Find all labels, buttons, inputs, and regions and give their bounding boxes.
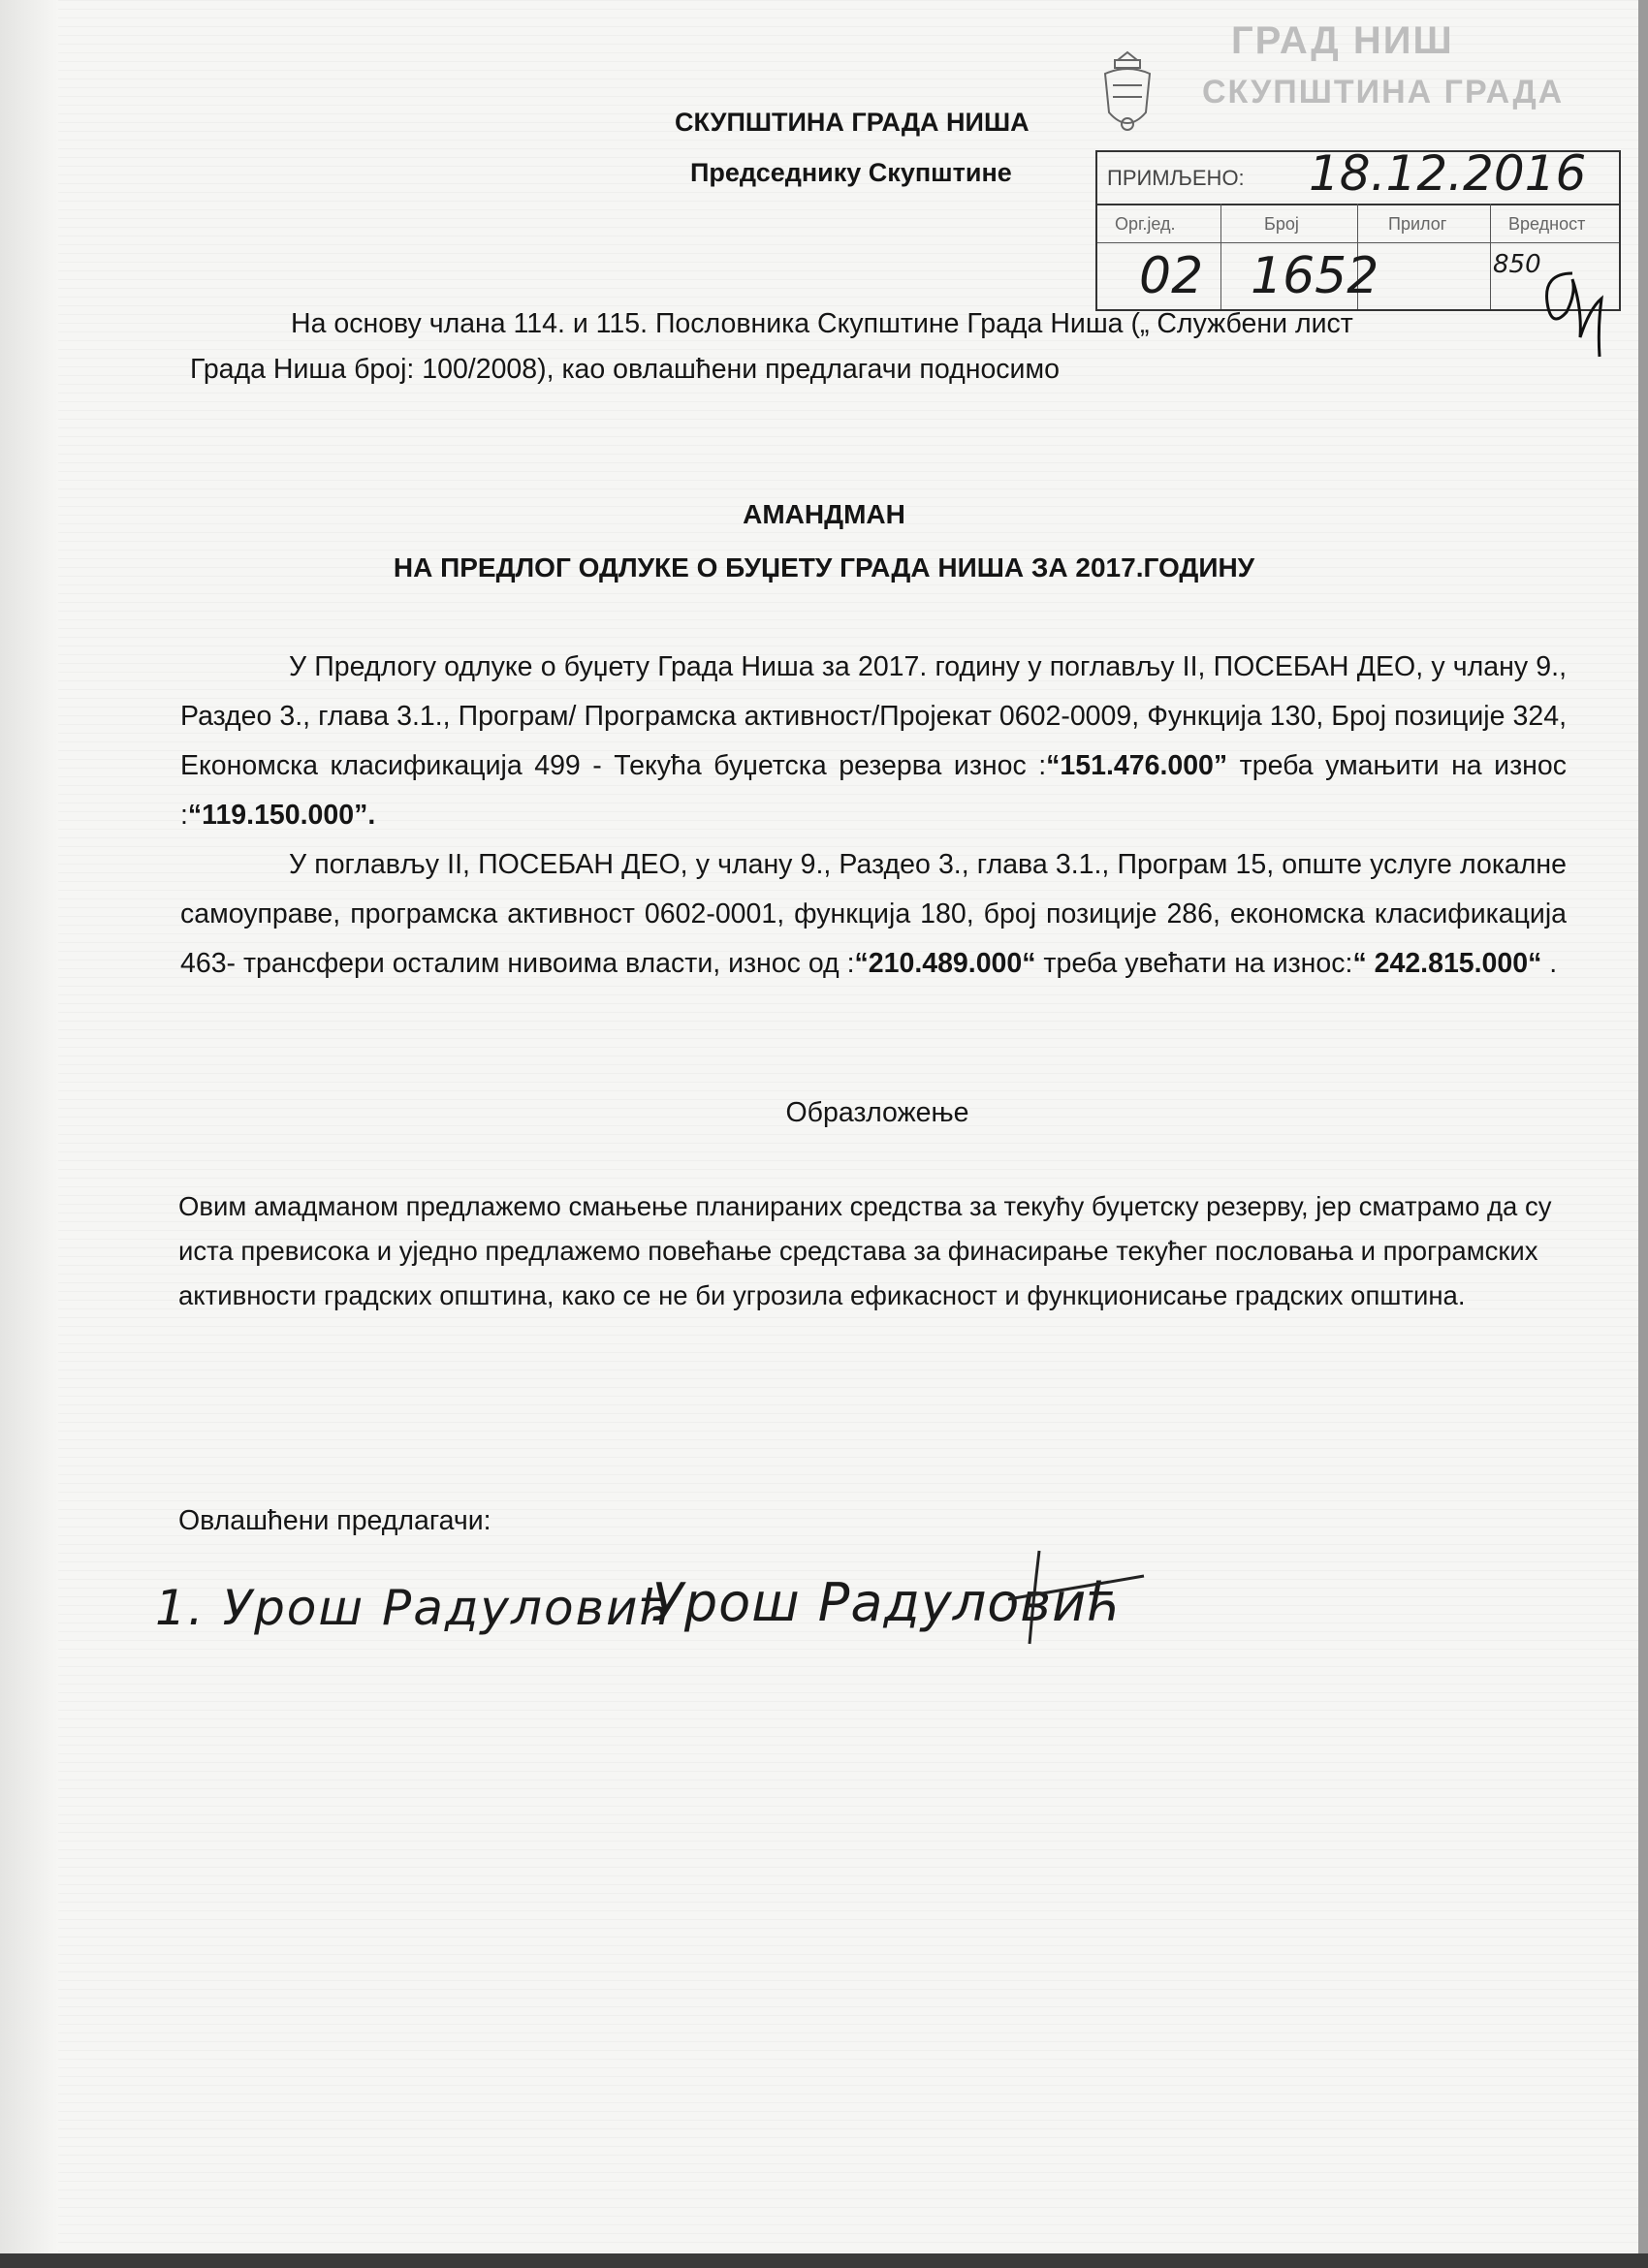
scan-bottom-edge xyxy=(0,2253,1648,2268)
stamp-initials-icon xyxy=(1534,254,1611,361)
coat-of-arms-icon xyxy=(1093,47,1161,143)
stamp-col-attachment: Прилог xyxy=(1388,214,1447,234)
para1-amount-to: “119.150.000”. xyxy=(187,800,376,831)
stamp-date: 18.12.2016 xyxy=(1309,145,1587,202)
para2-text: У поглављу II, ПОСЕБАН ДЕО, у члану 9., Раздео 3., глава 3.1., Програм 15, опште услуге локалне самоуправе, програмска активност 0602-0001, функција 180, број позиције 286, економска класификација 463- трансфери осталим нивоима власти, износ од : xyxy=(180,849,1567,979)
para2-amount-to: “ 242.815.000“ xyxy=(1352,948,1542,979)
stamp-col-number: Број xyxy=(1264,214,1299,234)
intro-line-1: На основу члана 114. и 115. Пословника Скупштине Града Ниша („ Службени лист xyxy=(291,308,1353,339)
reasoning-heading: Образложење xyxy=(785,1097,969,1128)
para2-text-2: треба увећати на износ: xyxy=(1035,948,1353,979)
stamp-value: 850 xyxy=(1493,250,1541,279)
proposer-signature: Урош Радуловић xyxy=(651,1572,1123,1633)
para1-text: У Предлогу одлуке о буџету Града Ниша за 2017. годину у поглављу II, ПОСЕБАН ДЕО, у члану 9., Раздео 3., глава 3.1., Програм/ Програмска активност/Пројекат 0602-0009, Функција 130, Број позиције 324, Економска класификација 499 - Текућа буџетска резерва износ : xyxy=(180,651,1567,781)
proposer-name: 1. Урош Радуловић xyxy=(155,1580,674,1636)
stamp-assembly-title: СКУПШТИНА ГРАДА xyxy=(1202,74,1565,110)
proposers-label: Овлашћени предлагачи: xyxy=(178,1505,491,1536)
stamp-col-value: Вредност xyxy=(1508,214,1586,234)
document-subtitle: НА ПРЕДЛОГ ОДЛУКЕ О БУЏЕТУ ГРАДА НИША ЗА 2017.ГОДИНУ xyxy=(393,552,1255,583)
reasoning-text: Овим амадманом предлажемо смањење планираних средства за текућу буџетску резерву, јер сматрамо да су иста превисока и уједно предлажемо повећање средстава за финасирање текућег пословања и програмских активности градских општина, како се не би угрозила ефикасност и функционисање градских општина. xyxy=(178,1191,1552,1310)
para2-amount-from: “210.489.000“ xyxy=(854,948,1036,979)
amendment-paragraph-1 xyxy=(180,643,1567,840)
para1-amount-from: “151.476.000” xyxy=(1046,750,1228,781)
amendment-paragraph-2: У поглављу II, ПОСЕБАН ДЕО, у члану 9., Раздео 3., глава 3.1., Програм 15, опште услуге локалне самоуправе, програмска активност 0602-0001, функција 180, број позиције 286, економска класификација 463- трансфери осталим нивоима власти, износ од :“210.489.000“ треба увећати на износ:“ 242.815.000“ . xyxy=(180,849,1567,979)
organization-name: СКУПШТИНА ГРАДА НИША xyxy=(675,108,1030,137)
scan-right-edge xyxy=(1638,0,1648,2268)
stamp-city-title: ГРАД НИШ xyxy=(1231,19,1454,62)
signature-stroke-icon xyxy=(998,1541,1154,1657)
stamp-number: 1652 xyxy=(1251,247,1379,305)
document-title: АМАНДМАН xyxy=(743,499,905,529)
para1-text-2: треба умањити на износ : xyxy=(180,750,1567,831)
stamp-received-label: ПРИМЉЕНО: xyxy=(1107,166,1245,190)
recipient-line: Председнику Скупштине xyxy=(690,158,1012,187)
stamp-col-org: Орг.јед. xyxy=(1115,214,1176,234)
stamp-org-unit: 02 xyxy=(1139,247,1204,305)
scan-left-shadow xyxy=(0,0,58,2268)
intro-line-2: Града Ниша број: 100/2008), као овлашћени предлагачи подносимо xyxy=(190,354,1060,385)
